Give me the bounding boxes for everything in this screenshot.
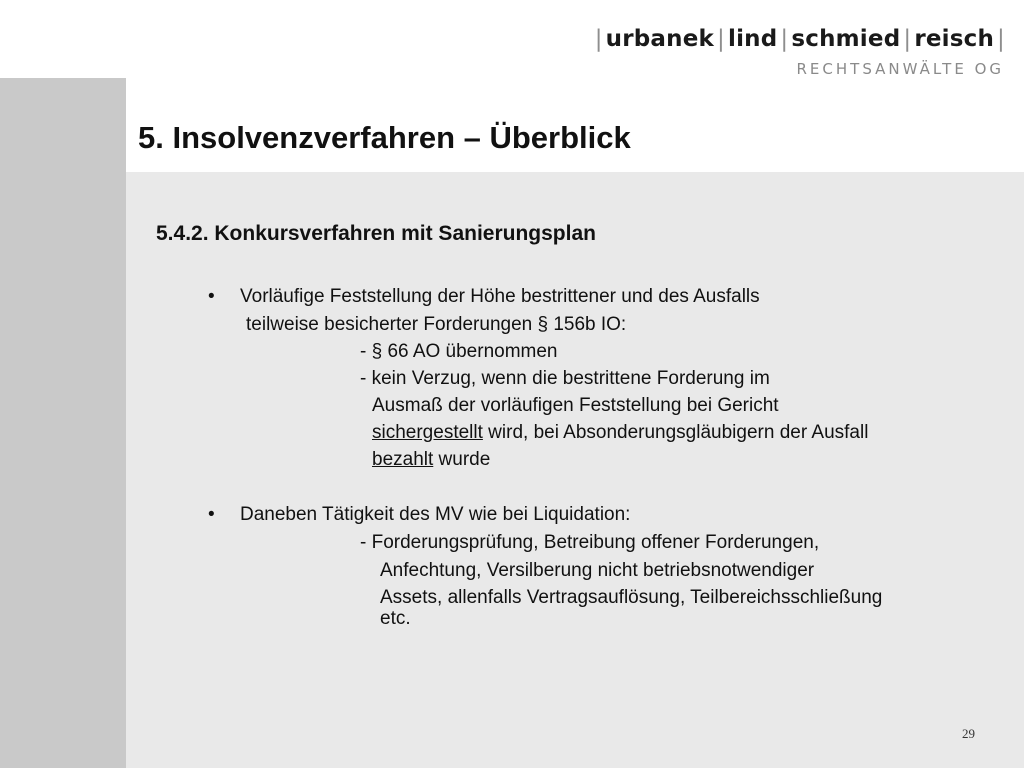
content-panel [126, 172, 1024, 768]
logo-separator: | [903, 26, 912, 52]
bullet-marker: • [208, 504, 215, 525]
bullet1-sub2-line1: - kein Verzug, wenn die bestrittene Forderung im [360, 368, 770, 389]
bullet2-sub1-line2: Anfechtung, Versilberung nicht betriebsnotwendiger [380, 560, 815, 581]
bullet1-line2: teilweise besicherter Forderungen § 156b IO: [246, 314, 627, 335]
bullet1-sub2-line3 [372, 422, 868, 444]
bullet1-sub2-line4 [372, 449, 490, 471]
firm-logo [592, 26, 1008, 52]
line-text: wird, bei Absonderungsgläubigern der Ausfall [482, 422, 869, 443]
logo-separator: | [594, 26, 603, 52]
logo-name-schmied: schmied [791, 26, 901, 52]
logo-separator: | [780, 26, 789, 52]
firm-subtitle: RECHTSANWÄLTE OG [796, 60, 1004, 78]
logo-separator: | [997, 26, 1005, 52]
underlined-term: sichergestellt [372, 422, 483, 443]
bullet1-sub1: - § 66 AO übernommen [360, 341, 558, 362]
line-text: wurde [433, 449, 491, 470]
logo-separator: | [717, 26, 725, 52]
bullet2-line1: Daneben Tätigkeit des MV wie bei Liquidation: [240, 504, 631, 525]
page-number: 29 [962, 726, 975, 741]
bullet-marker: • [208, 286, 215, 307]
bullet2-sub1-line1: - Forderungsprüfung, Betreibung offener Forderungen, [360, 532, 820, 553]
bullet1-sub2-line2: Ausmaß der vorläufigen Feststellung bei Gericht [372, 395, 779, 416]
left-decorative-bar [0, 78, 126, 768]
slide-title: 5. Insolvenzverfahren – Überblick [138, 120, 631, 155]
logo-name-reisch: reisch [914, 26, 995, 52]
underlined-term: bezahlt [372, 449, 434, 470]
section-subtitle: 5.4.2. Konkursverfahren mit Sanierungsplan [156, 222, 596, 245]
logo-name-lind: lind [727, 26, 778, 52]
bullet2-sub1-line3: Assets, allenfalls Vertragsauflösung, Teilbereichsschließung [380, 587, 883, 608]
bullet2-sub1-line4: etc. [380, 608, 411, 629]
bullet1-line1: Vorläufige Feststellung der Höhe bestrittener und des Ausfalls [240, 286, 760, 307]
logo-name-urbanek: urbanek [605, 26, 715, 52]
